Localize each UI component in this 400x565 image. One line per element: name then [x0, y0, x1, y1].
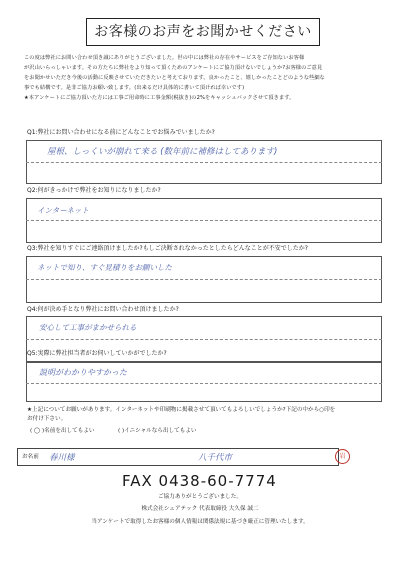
company-text: 株式会社シェアテック 代表取締役 大久保 誠二: [141, 506, 259, 512]
intro-line: この度は弊社にお問い合わせ頂き誠にありがとうございました。世の中には弊社の存在やサービスをご存知ないお客様: [24, 55, 305, 61]
seal-stamp: 岩: [335, 449, 350, 464]
name-label: お名前: [22, 454, 39, 460]
intro-text: [24, 53, 380, 103]
answer-5-text: 説明がわかりやすかった: [39, 368, 127, 377]
question-5-label: Q5:実際に弊社担当者がお伺いしていかがでしたか?: [27, 350, 167, 357]
divider: [26, 220, 382, 221]
name-field: [17, 448, 339, 466]
answer-2-text: インターネット: [37, 206, 89, 215]
answer-3-text: ネットで知り、すぐ見積りをお願いした: [37, 263, 172, 272]
address-value: 八千代市: [198, 453, 233, 463]
intro-line: ★本アンケートにご協力頂いた方には工事ご用命時に工事金額(税抜き)の2%をキャッシュバックさせて頂きます。: [24, 95, 295, 101]
name-value: 春川様: [49, 453, 75, 463]
answer-1-text: 屋根、しっくいが崩れて来る (数年前に補修はしてあります): [47, 147, 278, 157]
intro-line: が沢山いらっしゃいます。その方たちに弊社をより知って頂くためのアンケートにご協力頂けないでしょうか?お客様のご意見: [24, 65, 323, 71]
question-3-label: Q3:弊社を知りすぐにご連絡頂けましたか?もしご決断されなかったとしたらどんなことが不安でしたか?: [27, 245, 308, 252]
answer-4-text: 安心して工事がまかせられる: [39, 323, 137, 332]
consent-question: ★上記についてお願いがあります。インターネットや印刷物に掲載させて頂いてもよろしいでしょうか?下記の中から○印を: [27, 407, 336, 413]
fax-number: FAX 0438-60-7774: [122, 472, 277, 490]
thanks-text: ご協力ありがとうございました。: [158, 494, 242, 500]
divider: [26, 279, 382, 280]
consent-question-cont: お付け下さい。: [27, 416, 67, 422]
consent-option-name[interactable]: ( ◯ )名前を出してもよい: [30, 428, 95, 434]
divider: [26, 383, 382, 384]
question-1-label: Q1:弊社にお問い合わせになる前にどんなことでお悩みでいましたか?: [27, 129, 215, 136]
question-4-label: Q4:何が決め手となり弊社にお問い合わせ頂けましたか?: [27, 306, 179, 313]
page-title: お客様のお声をお聞かせください: [86, 18, 320, 46]
intro-line: 事でも結構です。是非ご協力お願い致します。(出来るだけ具体的に書いて頂ければ幸いです): [24, 85, 245, 91]
answer-5-box: [26, 361, 382, 402]
divider: [26, 162, 382, 163]
privacy-text: 当アンケートで取得したお客様の個人情報は関係法規に基づき厳正に管理いたします。: [91, 519, 309, 525]
consent-option-initial[interactable]: ( )イニシャルなら出してもよい: [118, 428, 197, 434]
intro-line: をお聞かせいただき今後の活動に反映させていただきたいと考えております。良かったこと、嬉しかったことどのような些細な: [24, 75, 325, 81]
question-2-label: Q2:何がきっかけで弊社をお知りになりましたか?: [27, 187, 161, 194]
divider: [26, 339, 382, 340]
